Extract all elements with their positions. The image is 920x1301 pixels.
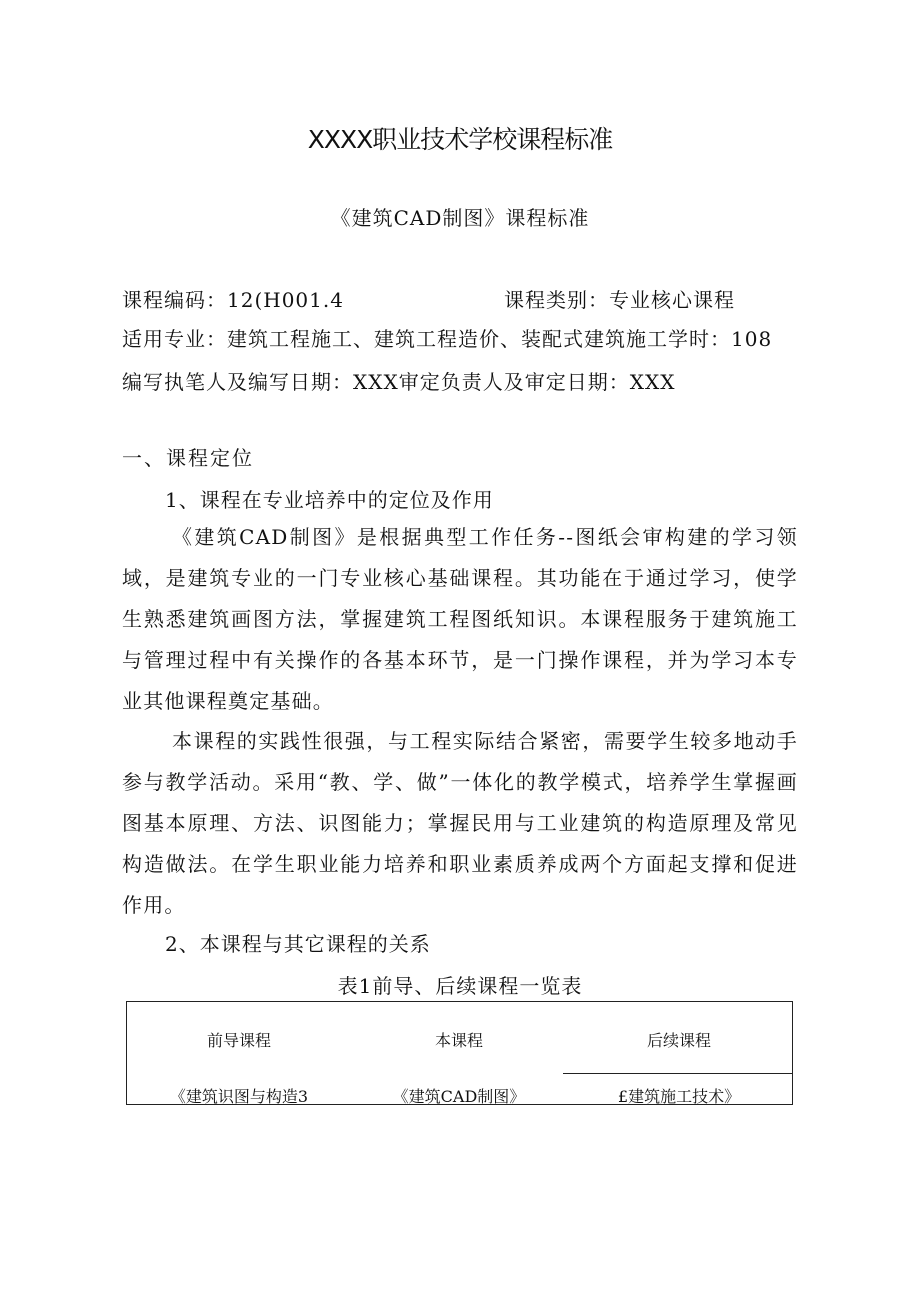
cell-this-course: 《建筑CAD制图》 [392,1087,526,1106]
cell-prerequisite: 《建筑识图与构造3 [169,1087,309,1106]
course-standard-subtitle: 《建筑CAD制图》课程标准 [330,206,590,230]
subsection-heading-relations: 2、本课程与其它课程的关系 [165,932,431,956]
meta-line-authors: 编写执笔人及编写日期：XXX审定负责人及审定日期：XXX [122,370,676,394]
course-code: 课程编码：12(H001.4 [122,288,344,312]
course-category: 课程类别：专业核心课程 [504,288,735,312]
cell-follow-up: £建筑施工技术》 [617,1087,741,1106]
header-follow-up: 后续课程 [646,1031,711,1050]
subsection-heading-role: 1、课程在专业培养中的定位及作用 [165,488,494,512]
table-row-divider [563,1073,792,1074]
meta-line-code [122,284,735,313]
course-relations-table [126,1001,793,1105]
meta-line-major: 适用专业：建筑工程施工、建筑工程造价、装配式建筑施工学时：108 [122,327,773,351]
paragraph-practice: 本课程的实践性很强，与工程实际结合紧密，需要学生较多地动手参与教学活动。采用“教、学、做”一体化的教学模式，培养学生掌握画图基本原理、方法、识图能力；掌握民用与工业建筑的构造原理及常见构造做法。在学生职业能力培养和职业素质养成两个方面起支撑和促进作用。 [122,729,798,917]
header-this-course: 本课程 [434,1031,483,1050]
section-heading-positioning: 一、课程定位 [122,446,254,470]
header-prerequisite: 前导课程 [206,1031,271,1050]
paragraph-role: 《建筑CAD制图》是根据典型工作任务--图纸会审构建的学习领域，是建筑专业的一门专业核心基础课程。其功能在于通过学习，使学生熟悉建筑画图方法，掌握建筑工程图纸知识。本课程服务于建筑施工与管理过程中有关操作的各基本环节，是一门操作课程，并为学习本专业其他课程奠定基础。 [122,525,798,713]
table-caption: 表1前导、后续课程一览表 [337,974,583,998]
document-title: XXXX职业技术学校课程标准 [307,125,613,154]
